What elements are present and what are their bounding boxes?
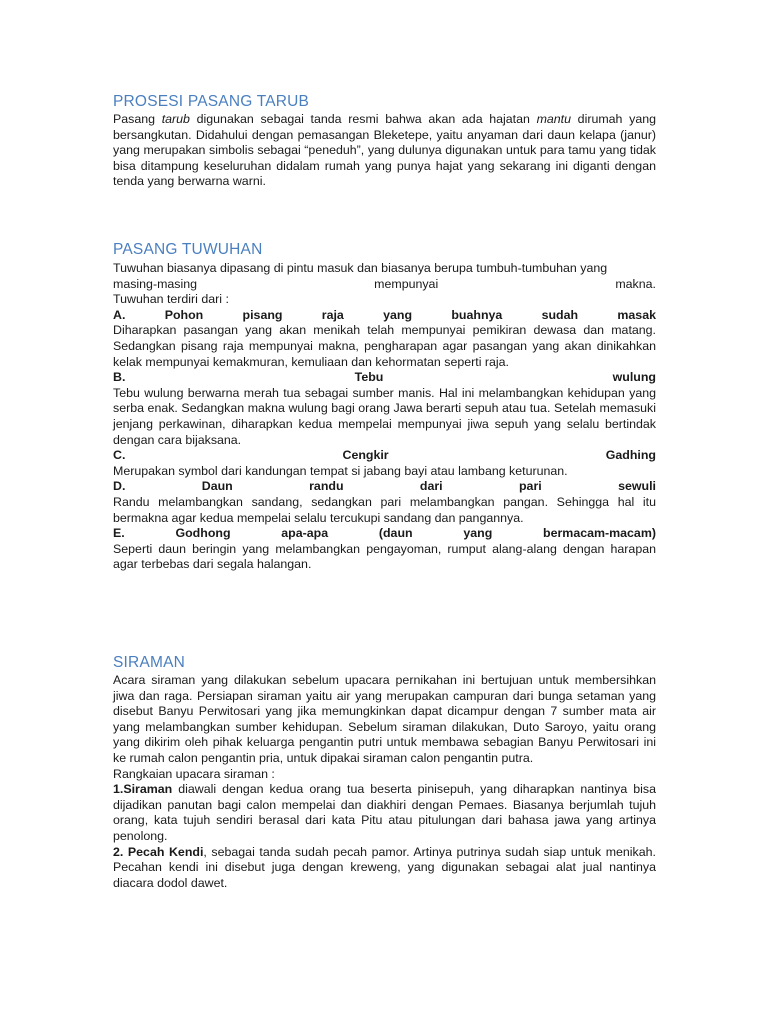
word: yang	[383, 307, 413, 322]
text-run: digunakan sebagai tanda resmi bahwa akan ada hajatan	[189, 112, 537, 126]
word: masing-masing	[113, 276, 198, 291]
word: A.	[113, 307, 126, 322]
word: wulung	[612, 370, 656, 385]
word: yang	[463, 526, 493, 541]
item-d-heading	[113, 479, 656, 495]
section-pasang-tuwuhan	[113, 241, 656, 573]
word: raja	[321, 307, 344, 322]
word: Godhong	[175, 526, 231, 541]
paragraph-pasang-tarub	[113, 112, 656, 190]
item-e-body: Seperti daun beringin yang melambangkan pengayoman, rumput alang-alang dengan harapan agar terbebas dari segala halangan.	[113, 541, 656, 572]
item-c-heading	[113, 448, 656, 464]
word: bermacam-macam)	[543, 526, 656, 541]
siraman-list-intro: Rangkaian upacara siraman :	[113, 766, 275, 781]
word: (daun	[378, 526, 413, 541]
text-run: Pasang	[113, 112, 162, 126]
section-title-pasang-tarub: PROSESI PASANG TARUB	[113, 93, 310, 110]
word: E.	[113, 526, 125, 541]
item-1-heading: 1.Siraman	[113, 782, 173, 797]
section-siraman	[113, 654, 656, 891]
word: Pohon	[164, 307, 204, 322]
item-b-heading	[113, 370, 656, 386]
item-a-body: Diharapkan pasangan yang akan menikah telah mempunyai pemikiran dewasa dan matang. Sedangkan pisang raja mempunyai makna, pengharapan agar pasangan yang akan dinikahkan kelak mempunyai kemakmuran, kemuliaan dan kehormatan seperti raja.	[113, 323, 656, 369]
word: Gadhing	[605, 448, 656, 463]
word: randu	[309, 479, 344, 494]
word: C.	[113, 448, 126, 463]
word: B.	[113, 370, 126, 385]
italic-term-mantu: mantu	[536, 112, 572, 126]
item-c-body: Merupakan symbol dari kandungan tempat si jabang bayi atau lambang keturunan.	[113, 463, 568, 478]
word: Cengkir	[342, 448, 389, 463]
word: D.	[113, 479, 126, 494]
siraman-item-1	[113, 782, 656, 844]
section-pasang-tarub	[113, 93, 656, 190]
item-1-body: diawali dengan kedua orang tua beserta pinisepuh, yang diharapkan nantinya bisa dijadikan panutan bagi calon mempelai dan diakhiri dengan Pemaes. Biasanya berjumlah tujuh orang, kata tujuh sendiri berasal dari kata Pitu atau pitulungan dari bahasa jawa yang artinya penolong.	[113, 782, 656, 843]
word: pari	[518, 479, 542, 494]
word: masak	[617, 307, 656, 322]
item-e-heading	[113, 526, 656, 542]
item-d-body: Randu melambangkan sandang, sedangkan pari melambangkan pangan. Sehingga hal itu bermakna agar kedua mempelai selalu tercukupi sandang dan pangannya.	[113, 494, 656, 525]
word: Tebu	[354, 370, 384, 385]
word: apa-apa	[281, 526, 329, 541]
word: Daun	[201, 479, 233, 494]
word: pisang	[242, 307, 283, 322]
word: sudah	[541, 307, 579, 322]
word: dari	[419, 479, 443, 494]
item-a-heading	[113, 308, 656, 324]
italic-term-tarub: tarub	[161, 112, 190, 126]
section-title-siraman: SIRAMAN	[113, 654, 186, 671]
word: sewuli	[618, 479, 656, 494]
tuwuhan-intro-line-2	[113, 277, 656, 293]
item-b-body: Tebu wulung berwarna merah tua sebagai sumber manis. Hal ini melambangkan kehidupan yang serba enak. Sedangkan makna wulung bagi orang Jawa berarti sepuh atau tua. Setelah memasuki jenjang perkawinan, diharapkan kedua mempelai mempunyai jiwa sepuh yang selalu bertindak dengan cara bijaksana.	[113, 385, 656, 447]
item-2-heading: 2. Pecah Kendi	[113, 844, 204, 859]
siraman-paragraph: Acara siraman yang dilakukan sebelum upacara pernikahan ini bertujuan untuk membersihkan jiwa dan raga. Persiapan siraman yaitu air yang merupakan campuran dari bunga setaman yang disebut Banyu Perwitosari yang jika memungkinkan dapat dicampur dengan 7 sumber mata air yang melambangkan sumber kehidupan. Sebelum siraman dilakukan, Duto Saroyo, yaitu orang yang dikirim oleh pihak keluarga pengantin putri untuk membawa sebagian Banyu Perwitosari ini ke rumah calon pengantin pria, untuk dipakai siraman calon pengantin putra.	[113, 673, 656, 765]
tuwuhan-intro-line-1: Tuwuhan biasanya dipasang di pintu masuk dan biasanya berupa tumbuh-tumbuhan yang	[113, 261, 608, 275]
section-title-pasang-tuwuhan: PASANG TUWUHAN	[113, 241, 263, 258]
siraman-item-2	[113, 845, 656, 892]
word: buahnya	[451, 307, 503, 322]
text-run: dirumah yang bersangkutan. Didahului dengan pemasangan Bleketepe, yaitu anyaman dari daun kelapa (janur) yang merupakan simbolis sebagai “peneduh”, yang dulunya digunakan untuk para tamu yang tidak bisa ditampung keseluruhan didalam rumah yang punya hajat yang sekarang ini diganti dengan tenda yang berwarna warni.	[113, 112, 656, 189]
word: makna.	[615, 276, 656, 291]
item-2-body: , sebagai tanda sudah pecah pamor. Artinya putrinya sudah siap untuk menikah. Pecahan kendi ini disebut juga dengan kreweng, yang digunakan sebagai alat jual nantinya diacara dodol dawet.	[113, 844, 656, 890]
tuwuhan-intro-line-3: Tuwuhan terdiri dari :	[113, 292, 229, 307]
word: mempunyai	[374, 276, 439, 291]
